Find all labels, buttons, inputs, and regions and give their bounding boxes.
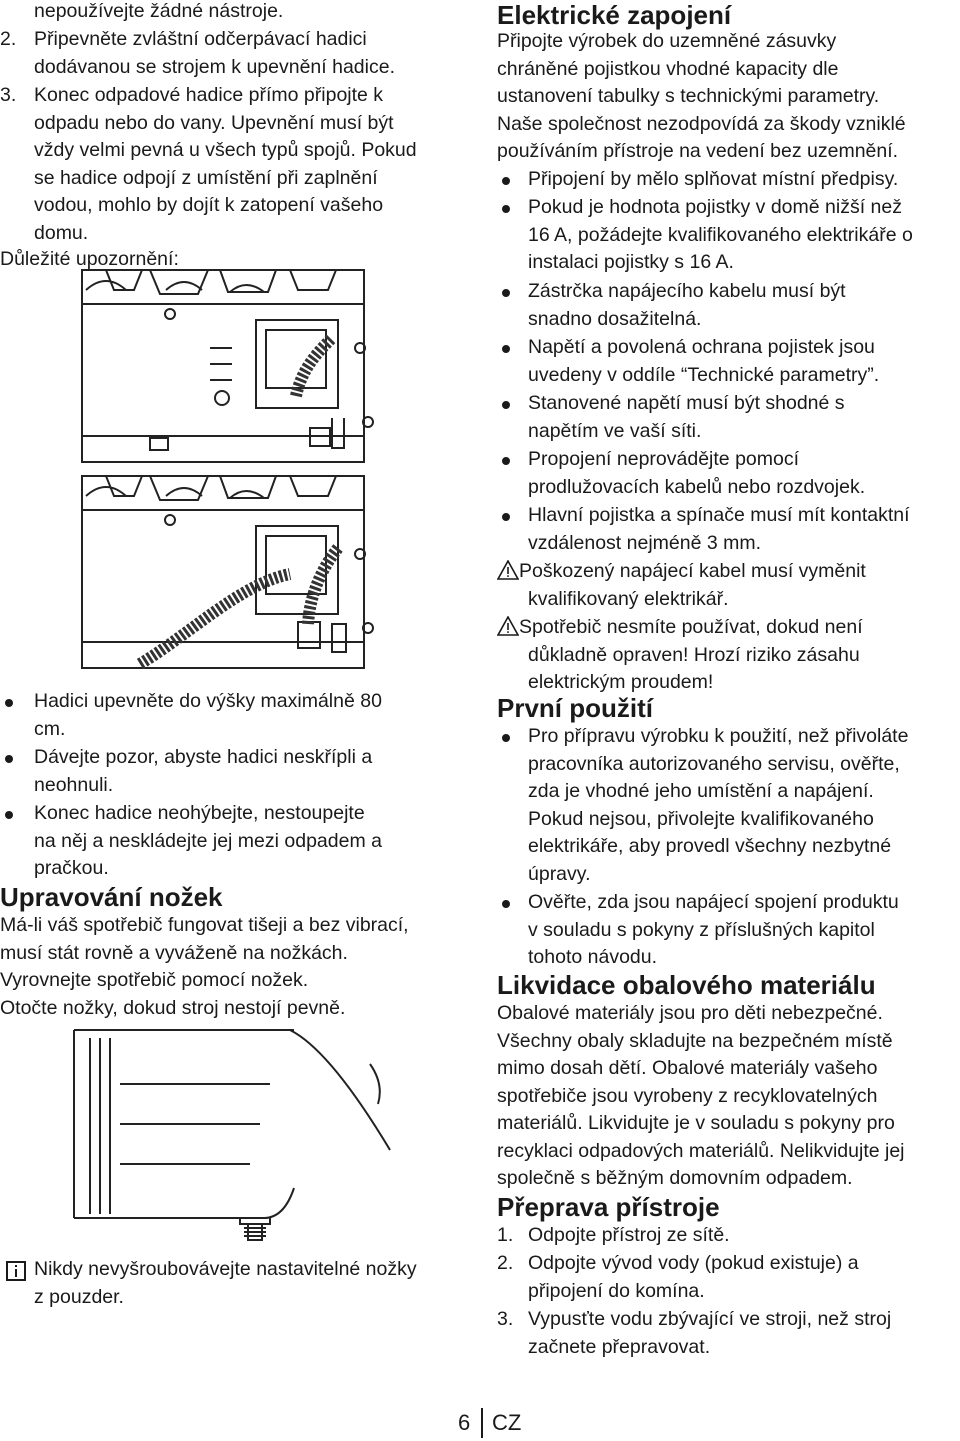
bullet-icon <box>502 177 510 185</box>
text-line: Hadici upevněte do výšky maximálně 80 <box>34 690 382 712</box>
text-line: recyklaci odpadových materiálů. Nelikvidujte jej <box>497 1139 905 1162</box>
text-line: elektrikáře, aby provedl všechny nezbytné <box>528 835 892 857</box>
page-number: 6 <box>458 1410 471 1435</box>
text-line: společně s běžným domovním odpadem. <box>497 1167 853 1189</box>
hose-fixing-illustration-top <box>70 268 380 468</box>
text-line: Poškozený napájecí kabel musí vyměnit <box>519 560 866 582</box>
text-line: připojení do komína. <box>528 1279 705 1302</box>
intro-line: nepoužívejte žádné nástroje. <box>34 0 284 22</box>
text-line: odpadu nebo do vany. Upevnění musí být <box>34 111 394 134</box>
list-item <box>0 744 470 799</box>
text-line: Ověřte, zda jsou napájecí spojení produktu <box>528 891 899 913</box>
page-footer <box>0 1408 960 1438</box>
text-line: uvedeny v oddíle “Technické parametry”. <box>528 363 880 386</box>
list-item <box>497 166 960 194</box>
list-item <box>0 82 470 247</box>
text-line: Vyrovnejte spotřebič pomocí nožek. <box>0 969 309 991</box>
hose-fixing-illustration-bottom <box>70 474 380 674</box>
info-icon <box>6 1261 26 1281</box>
text-line: vzdálenost nejméně 3 mm. <box>528 531 762 554</box>
list-item <box>497 278 960 333</box>
text-line: Otočte nožky, dokud stroj nestojí pevně. <box>0 996 346 1019</box>
text-line: používáním přístroje na vedení bez uzemnění. <box>497 140 899 162</box>
text-line: Konec hadice neohýbejte, nestoupejte <box>34 802 365 824</box>
text-line: Pokud nejsou, přivolejte kvalifikovaného <box>528 807 874 830</box>
list-item <box>497 390 960 445</box>
text-line: Stanovené napětí musí být shodné s <box>528 392 845 414</box>
electrical-heading: Elektrické zapojení <box>497 0 732 30</box>
first-use-heading: První použití <box>497 693 653 723</box>
list-item <box>497 1306 960 1361</box>
text-line: Zástrčka napájecího kabelu musí být <box>528 280 846 302</box>
bullet-icon <box>502 900 510 908</box>
electrical-paragraph <box>497 28 960 166</box>
text-line: 16 A, požádejte kvalifikovaného elektrikáře o <box>528 223 913 246</box>
text-line: Vypusťte vodu zbývající ve stroji, než stroj <box>528 1308 892 1330</box>
text-line: důkladně opraven! Hrozí riziko zásahu <box>528 643 860 666</box>
text-line: cm. <box>34 717 66 740</box>
transport-heading: Přeprava přístroje <box>497 1192 720 1222</box>
text-line: Odpojte přístroj ze sítě. <box>528 1224 730 1246</box>
text-line: z pouzder. <box>34 1285 124 1308</box>
text-line: úpravy. <box>528 862 591 885</box>
list-item <box>497 446 960 501</box>
list-item <box>497 723 960 888</box>
text-line: se hadice odpojí z umístění při zaplnění <box>34 166 378 189</box>
bullet-icon <box>502 457 510 465</box>
text-line: pračkou. <box>34 857 109 879</box>
warning-paragraph <box>519 558 960 613</box>
list-item <box>497 1250 960 1305</box>
text-line: Všechny obaly skladujte na bezpečném místě <box>497 1029 893 1052</box>
text-line: Připojení by mělo splňovat místní předpisy. <box>528 168 899 190</box>
step-number: 2. <box>497 1252 514 1274</box>
text-line: Připevněte zvláštní odčerpávací hadici <box>34 28 367 50</box>
text-line: materiálů. Likvidujte je v souladu s pokyny pro <box>497 1112 895 1134</box>
bullet-icon <box>502 289 510 297</box>
text-line: mimo dosah dětí. Obalové materiály vašeho <box>497 1057 878 1079</box>
text-line: pracovníka autorizovaného servisu, ověřte, <box>528 752 900 775</box>
warning-paragraph <box>519 614 960 697</box>
text-line: instalaci pojistky s 16 A. <box>528 251 734 273</box>
text-line: Nikdy nevyšroubovávejte nastavitelné nožky <box>34 1258 417 1280</box>
text-line: na něj a neskládejte jej mezi odpadem a <box>34 829 382 852</box>
list-item <box>497 1222 960 1250</box>
text-line: tohoto návodu. <box>528 946 658 968</box>
note-paragraph <box>34 1256 470 1311</box>
warning-icon <box>497 616 519 636</box>
text-line: začnete přepravovat. <box>528 1335 711 1358</box>
text-line: ustanovení tabulky s technickými parametry. <box>497 85 880 107</box>
bullet-icon <box>502 734 510 742</box>
bullet-icon <box>502 513 510 521</box>
text-line: zda je vhodné jeho umístění a napájení. <box>528 780 874 802</box>
warning-icon <box>497 560 519 580</box>
bullet-icon <box>502 205 510 213</box>
text-line: spotřebiče jsou vyrobeny z recyklovatelných <box>497 1084 878 1107</box>
bullet-icon <box>5 755 13 763</box>
text-line: vodou, mohlo by dojít k zatopení vašeho <box>34 194 384 216</box>
text-line: Pokud je hodnota pojistky v domě nižší než <box>528 196 902 218</box>
bullet-icon <box>502 401 510 409</box>
text-line: Obalové materiály jsou pro děti nebezpečné. <box>497 1002 883 1024</box>
list-item <box>0 800 470 883</box>
adjustable-foot-illustration <box>70 1024 400 1244</box>
footer-divider <box>481 1408 483 1438</box>
feet-paragraph <box>0 912 470 1022</box>
text-line: Konec odpadové hadice přímo připojte k <box>34 84 384 106</box>
list-item <box>497 194 960 277</box>
language-code: CZ <box>492 1410 522 1435</box>
bullet-icon <box>5 811 13 819</box>
text-line: Naše společnost nezodpovídá za škody vzniklé <box>497 112 906 135</box>
text-line: v souladu s pokyny z příslušných kapitol <box>528 918 875 941</box>
text-line: neohnuli. <box>34 773 114 796</box>
step-number: 3. <box>0 84 17 106</box>
step-number: 2. <box>0 28 17 50</box>
text-line: domu. <box>34 221 89 244</box>
step-number: 3. <box>497 1308 514 1330</box>
text-line: Propojení neprovádějte pomocí <box>528 448 800 470</box>
list-item <box>0 688 470 743</box>
list-item <box>0 26 470 81</box>
list-item <box>497 502 960 557</box>
step-number: 1. <box>497 1224 514 1246</box>
text-line: prodlužovacích kabelů nebo rozdvojek. <box>528 475 866 498</box>
text-line: kvalifikovaný elektrikář. <box>528 587 729 610</box>
text-line: snadno dosažitelná. <box>528 307 702 330</box>
text-line: Hlavní pojistka a spínače musí mít kontaktní <box>528 504 910 526</box>
text-line: dodávanou se strojem k upevnění hadice. <box>34 55 395 78</box>
list-item <box>497 889 960 972</box>
list-item <box>497 334 960 389</box>
text-line: musí stát rovně a vyváženě na nožkách. <box>0 941 348 964</box>
text-line: elektrickým proudem! <box>528 671 714 693</box>
disposal-heading: Likvidace obalového materiálu <box>497 970 876 1000</box>
important-label: Důležité upozornění: <box>0 248 179 270</box>
text-line: Spotřebič nesmíte používat, dokud není <box>519 616 863 638</box>
text-line: Dávejte pozor, abyste hadici neskřípli a <box>34 746 373 768</box>
text-line: Odpojte vývod vody (pokud existuje) a <box>528 1252 859 1274</box>
disposal-paragraph <box>497 1000 960 1193</box>
text-line: Pro přípravu výrobku k použití, než přivoláte <box>528 725 909 747</box>
text-line: Má-li váš spotřebič fungovat tišeji a bez vibrací, <box>0 914 409 936</box>
bullet-icon <box>502 345 510 353</box>
text-line: Připojte výrobek do uzemněné zásuvky <box>497 30 837 52</box>
bullet-icon <box>5 699 13 707</box>
text-line: chráněné pojistkou vhodné kapacity dle <box>497 57 839 80</box>
text-line: Napětí a povolená ochrana pojistek jsou <box>528 336 875 358</box>
text-line: vždy velmi pevná u všech typů spojů. Pokud <box>34 139 417 161</box>
feet-heading: Upravování nožek <box>0 882 223 912</box>
text-line: napětím ve vaší síti. <box>528 419 702 442</box>
